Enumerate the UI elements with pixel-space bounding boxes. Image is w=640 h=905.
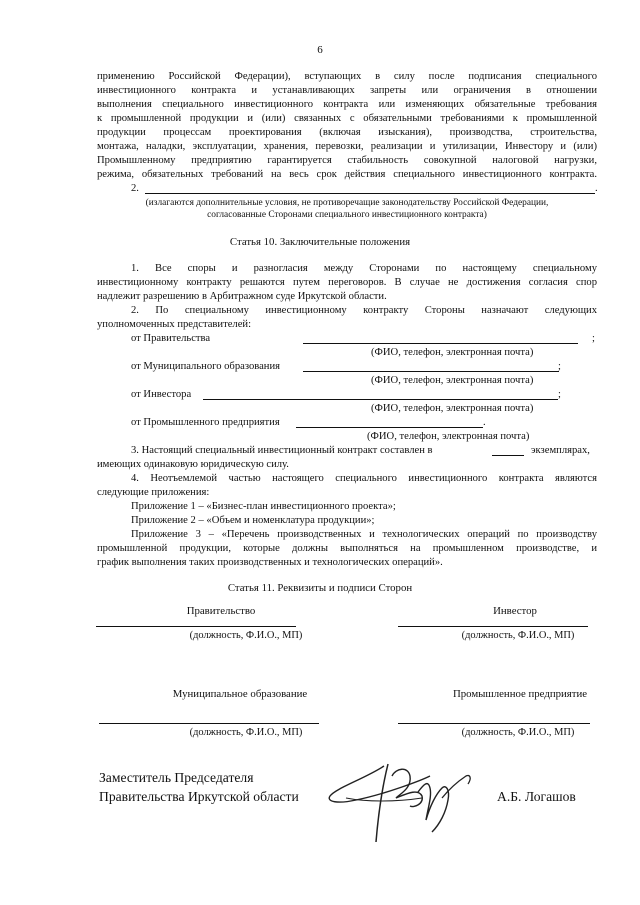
- article10-p4-line: 4. Неотъемлемой частью настоящего специального инвестиционного контракта являются: [131, 473, 597, 484]
- signature-line-government: [96, 626, 296, 627]
- article10-p1-line: 1. Все споры и разногласия между Сторонами по настоящему специальному: [131, 263, 597, 274]
- appendix-3-line: Приложение 3 – «Перечень производственных и технологических операций по производству: [131, 529, 597, 540]
- intro-line: выполнения специального инвестиционного контракта или изменяющих обязательные требования: [97, 99, 597, 110]
- article11-title: Статья 11. Реквизиты и подписи Сторон: [227, 582, 413, 594]
- rep-label-investor: от Инвестора: [131, 389, 192, 400]
- appendix-3-line: промышленной продукции, которые должны выполняться на промышленном производстве, и: [97, 543, 597, 554]
- intro-line: монтажа, наладки, эксплуатации, хранения, перевозки, реализации и утилизации, Инвестору и (или): [97, 141, 597, 152]
- signatory-position-line1: Заместитель Председателя: [99, 770, 254, 785]
- article10-p3-part1: 3. Настоящий специальный инвестиционный контракт составлен в: [131, 445, 433, 456]
- intro-line: к промышленной продукции и (или) связанных с обязательными требованиями к промышленной: [97, 113, 597, 124]
- article10-p1-line: надлежит разрешению в Арбитражном суде Иркутской области.: [97, 291, 387, 302]
- article10-title: Статья 10. Заключительные положения: [229, 236, 411, 248]
- rep-label-enterprise: от Промышленного предприятия: [131, 417, 280, 428]
- rep-end: ;: [592, 333, 595, 344]
- party-investor: Инвестор: [493, 605, 537, 617]
- signature-caption-government: (должность, Ф.И.О., МП): [189, 630, 303, 641]
- rep-blank-line: [203, 399, 558, 400]
- signatory-position-line2: Правительства Иркутской области: [99, 789, 299, 804]
- rep-end: ;: [558, 361, 561, 372]
- rep-caption: (ФИО, телефон, электронная почта): [367, 431, 530, 442]
- intro-line: режима, обязательных требований на весь срок действия специального инвестиционного контракта.: [97, 169, 597, 180]
- appendix-3-line: график выполнения таких производственных и технологических операций».: [97, 557, 443, 568]
- rep-caption: (ФИО, телефон, электронная почта): [371, 347, 534, 358]
- item2-blank-line: [145, 193, 595, 194]
- signature-line-investor: [398, 626, 588, 627]
- article10-p2-line: 2. По специальному инвестиционному контракту Стороны назначают следующих: [131, 305, 597, 316]
- rep-label-municipality: от Муниципального образования: [131, 361, 281, 372]
- intro-line: продукции процессам проектирования (включая изыскания), производства, строительства,: [97, 127, 597, 138]
- intro-line: инвестиционного контракта и устанавливающих запреты или ограничения в отношении: [97, 85, 597, 96]
- item2-note: (излагаются дополнительные условия, не противоречащие законодательству Российской Федерации,: [145, 198, 549, 208]
- signature-line-enterprise: [398, 723, 590, 724]
- handwritten-signature: [326, 758, 476, 848]
- signature-caption-enterprise: (должность, Ф.И.О., МП): [461, 727, 575, 738]
- article10-p4-line: следующие приложения:: [97, 487, 210, 498]
- party-municipality: Муниципальное образование: [172, 688, 308, 700]
- page-number: 6: [317, 44, 323, 56]
- signatory-name: А.Б. Логашов: [497, 789, 576, 804]
- signature-line-municipality: [99, 723, 319, 724]
- party-government: Правительство: [186, 605, 256, 617]
- article10-p2-line: уполномоченных представителей:: [97, 319, 252, 330]
- rep-label-government: от Правительства: [131, 333, 211, 344]
- appendix-2: Приложение 2 – «Объем и номенклатура продукции»;: [131, 515, 375, 526]
- item2-end: .: [595, 183, 598, 194]
- copies-count-blank: [492, 455, 524, 456]
- rep-caption: (ФИО, телефон, электронная почта): [371, 403, 534, 414]
- article10-p1-line: инвестиционному контракту решаются путем переговоров. В случае не достижения согласия спор: [97, 277, 597, 288]
- article10-p3-line2: имеющих одинаковую юридическую силу.: [97, 459, 289, 470]
- signature-caption-municipality: (должность, Ф.И.О., МП): [189, 727, 303, 738]
- rep-blank-line: [303, 371, 559, 372]
- item2-note: согласованные Сторонами специального инвестиционного контракта): [207, 210, 487, 220]
- article10-p3-part2: экземплярах,: [531, 445, 590, 456]
- intro-line: Промышленному предприятию гарантируется стабильность совокупной налоговой нагрузки,: [97, 155, 597, 166]
- rep-end: .: [483, 417, 486, 428]
- rep-caption: (ФИО, телефон, электронная почта): [371, 375, 534, 386]
- rep-blank-line: [296, 427, 483, 428]
- item2-number: 2.: [131, 183, 139, 194]
- appendix-1: Приложение 1 – «Бизнес-план инвестиционного проекта»;: [131, 501, 396, 512]
- party-enterprise: Промышленное предприятие: [452, 688, 588, 700]
- rep-blank-line: [303, 343, 578, 344]
- rep-end: ;: [558, 389, 561, 400]
- intro-line: применению Российской Федерации), вступающих в силу после подписания специального: [97, 71, 597, 82]
- signature-caption-investor: (должность, Ф.И.О., МП): [461, 630, 575, 641]
